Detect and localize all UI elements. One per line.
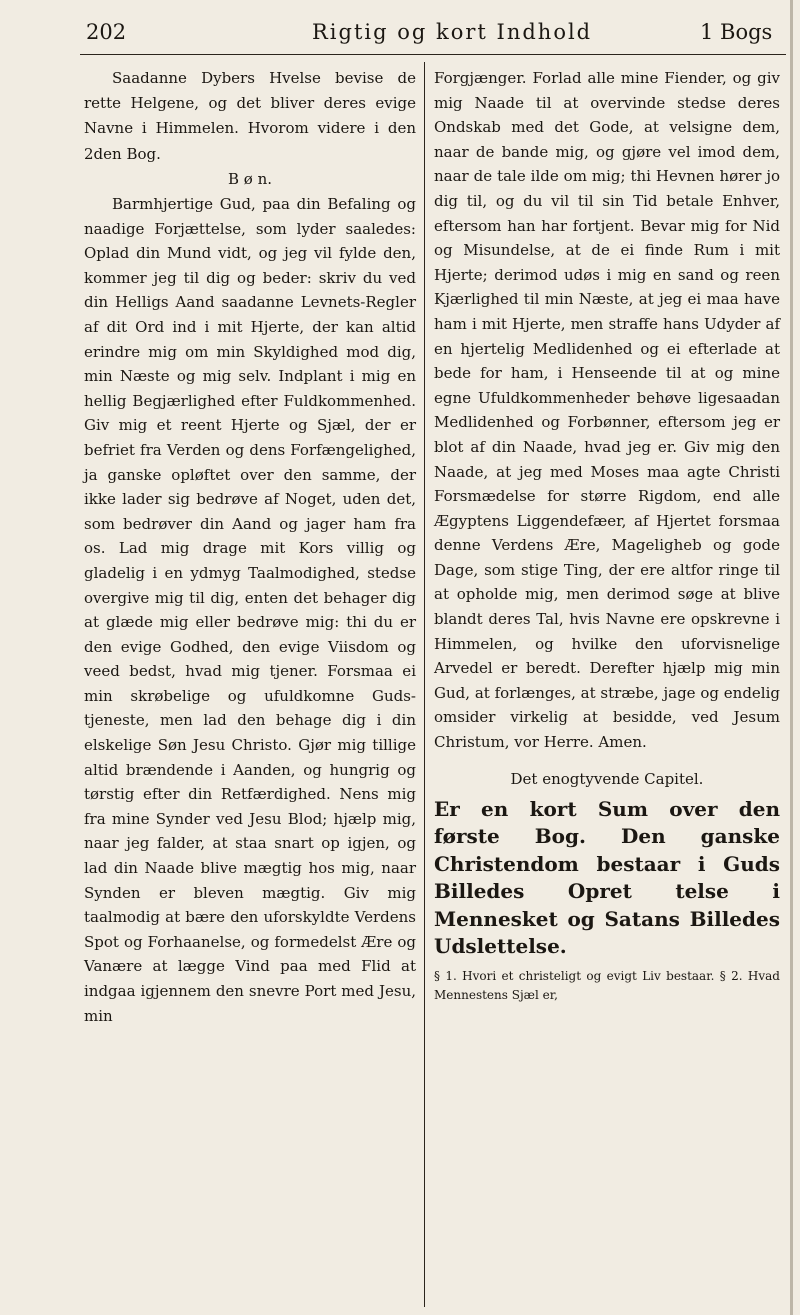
section-summary: § 1. Hvori et christeligt og evigt Liv bestaar. § 2. Hvad Mennestens Sjæl er, [434,968,780,1002]
opening-paragraph: Saadanne Dybers Hvelse bevise de rette Helgene, og det bliver deres evige Navne i Himmelen. Hvorom videre i den 2den Bog. [84,69,416,163]
page-edge [790,0,793,1315]
prayer-heading: B ø n. [227,169,273,188]
header-rule [80,54,786,55]
chapter-title: Er en kort Sum over den første Bog. Den ganske Christendom bestaar i Guds Billedes Opret telse i Mennesket og Satans Billedes Udslettelse. [434,796,780,959]
chapter-label: Det enogtyvende Capitel. [510,769,704,788]
running-title: Rigtig og kort Indhold [312,20,593,44]
prayer-paragraph: Barmhjertige Gud, paa din Befaling og naadige Forjættelse, som lyder saaledes: Oplad din Mund vidt, og jeg vil fylde den, kommer jeg til dig og beder: skriv du ved din Helligs Aand saadanne Levnets-Regler af dit Ord ind i mit Hjerte, der kan altid erindre mig om min Skyldighed mod dig, min Næste og mig selv. Indplant i mig en hellig Begjærlighed efter Fuldkommenhed. Giv mig et reent Hjerte og Sjæl, der er befriet fra Verden og dens Forfængelighed, ja ganske opløftet over den samme, der ikke lader sig bedrøve af Noget, uden det, som bedrøver din Aand og jager ham fra os. Lad mig drage mit Kors villig og gladelig i en ydmyg Taalmodighed, stedse overgive mig til dig, enten det behager dig at glæde mig eller bedrøve mig: thi du er den evige Godhed, den evige Viisdom og veed bedst, hvad mig tjener. Forsmaa ei min skrøbelige og ufuldkomne Guds-tjeneste, men lad den behage dig i din elskelige Søn Jesu Christo. Gjør mig tillige altid brændende i Aanden, og hungrig og tørstig efter din Retfærdighed. Nens mig fra mine Synder ved Jesu Blod; hjælp mig, naar jeg falder, at staa snart op igjen, og lad din Naade blive mægtig hos mig, naar Synden er bleven mægtig. Giv mig taalmodig at bære den uforskyldte Verdens Spot og Forhaanelse, og formedelst Ære og Vanære at lægge Vind paa med Flid at indgaa igjennem den snevre Port med Jesu, min [84,195,416,1025]
column-divider [424,62,425,1307]
page-number: 202 [86,20,127,44]
right-column [434,66,780,1005]
left-column [84,66,416,1028]
prayer-continuation: Forgjænger. Forlad alle mine Fiender, og giv mig Naade til at overvinde stedse deres Ondskab med det Gode, at velsigne dem, naar de bande mig, og gjøre vel imod dem, naar de tale ilde om mig; thi Hevnen hører jo dig til, og du vil til sin Tid betale Enhver, eftersom han har fortjent. Bevar mig for Nid og Misundelse, at de ei finde Rum i mit Hjerte; derimod udøs i mig en sand og reen Kjærlighed til min Næste, at jeg ei maa have ham i mit Hjerte, men straffe hans Udyder af en hjertelig Medlidenhed og ei efterlade at bede for ham, i Henseende til at og mine egne Ufuldkommenheder behøve ligesaadan Medlidenhed og Forbønner, eftersom jeg er blot af din Naade, hvad jeg er. Giv mig den Naade, at jeg med Moses maa agte Christi Forsmædelse for større Rigdom, end alle Ægyptens Liggendefæer, af Hjertet forsmaa denne Verdens Ære, Mageligheb og gode Dage, som stige Ting, der ere altfor ringe til at opholde mig, men derimod søge at blive blandt deres Tal, hvis Navne ere opskrevne i Himmelen, og hvilke den uforvisnelige Arvedel er beredt. Derefter hjælp mig min Gud, at forlænges, at stræbe, jage og endelig omsider virkelig at besidde, ved Jesum Christum, vor Herre. Amen. [434,69,780,752]
signature-mark: 1 Bogs [700,20,773,44]
